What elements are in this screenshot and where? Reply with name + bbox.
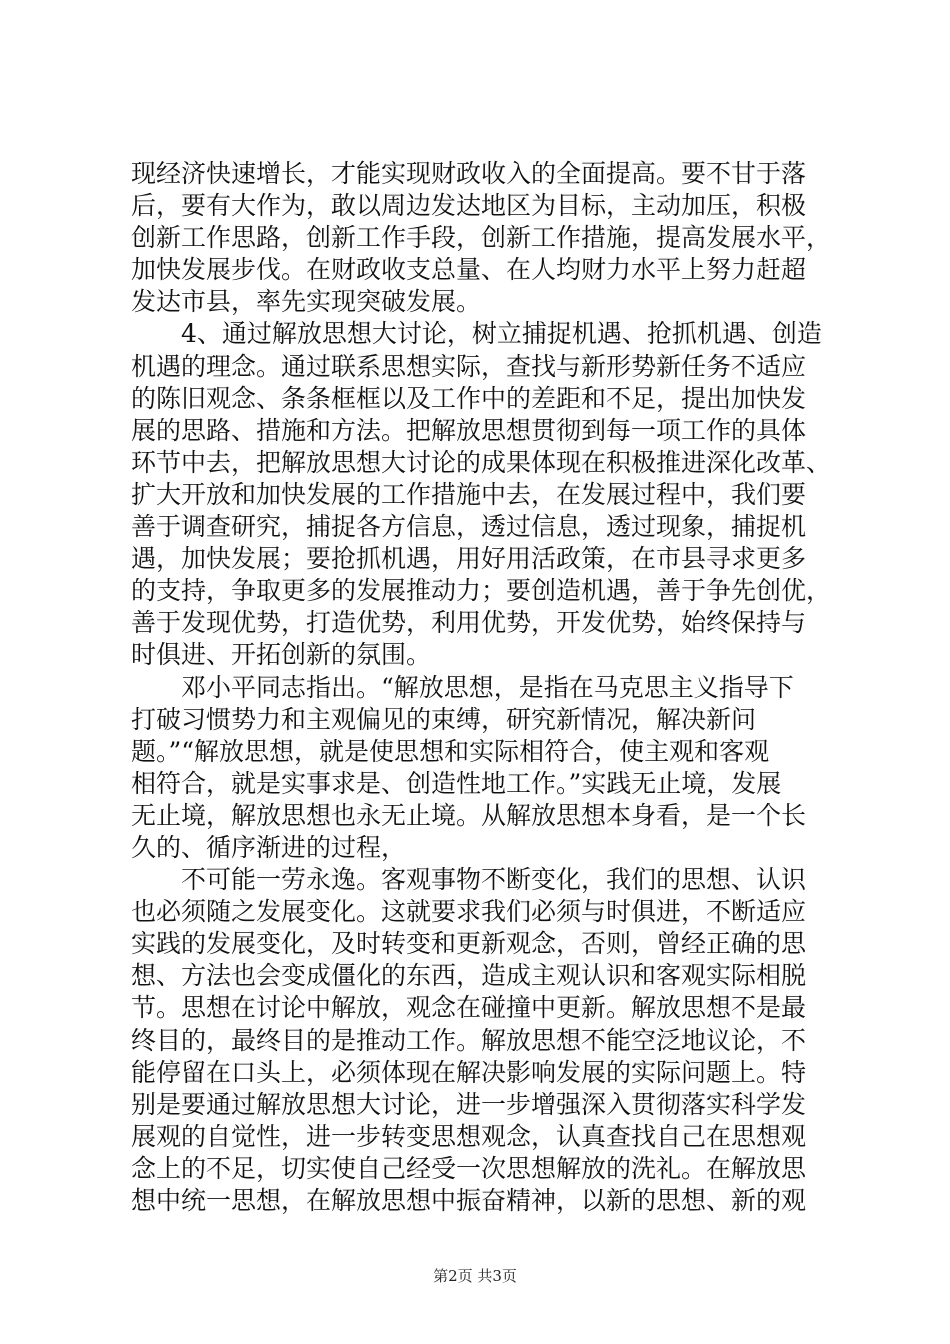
text-line: 扩大开放和加快发展的工作措施中去，在发展过程中，我们要 [131, 479, 807, 509]
page-number: 第2页 共3页 [433, 1267, 517, 1285]
text-line: 遇，加快发展；要抢抓机遇，用好用活政策，在市县寻求更多 [131, 544, 807, 574]
text-line: 加快发展步伐。在财政收支总量、在人均财力水平上努力赶超 [131, 255, 807, 285]
text-line: 环节中去，把解放思想大讨论的成果体现在积极推进深化改革、 [131, 447, 831, 477]
text-line: 邓小平同志指出。“解放思想，是指在马克思主义指导下 [131, 672, 794, 702]
text-line: 实践的发展变化，及时转变和更新观念，否则，曾经正确的思 [131, 929, 807, 959]
text-line: 相符合，就是实事求是、创造性地工作。”实践无止境，发展 [131, 768, 782, 798]
text-line: 展的思路、措施和方法。把解放思想贯彻到每一项工作的具体 [131, 415, 807, 445]
text-line: 能停留在口头上，必须体现在解决影响发展的实际问题上。特 [131, 1057, 807, 1087]
text-line: 念上的不足，切实使自己经受一次思想解放的洗礼。在解放思 [131, 1153, 807, 1183]
text-line: 题。”“解放思想，就是使思想和实际相符合，使主观和客观 [131, 736, 770, 766]
page-footer [0, 1266, 950, 1286]
text-line: 善于发现优势，打造优势，利用优势，开发优势，始终保持与 [131, 608, 807, 638]
text-line: 不可能一劳永逸。客观事物不断变化，我们的思想、认识 [131, 865, 807, 895]
text-line: 善于调查研究，捕捉各方信息，透过信息，透过现象，捕捉机 [131, 512, 807, 542]
text-line: 发达市县，率先实现突破发展。 [131, 287, 482, 317]
text-line: 现经济快速增长，才能实现财政收入的全面提高。要不甘于落 [131, 159, 807, 188]
text-line: 的陈旧观念、条条框框以及工作中的差距和不足，提出加快发 [131, 383, 807, 413]
text-line: 打破习惯势力和主观偏见的束缚，研究新情况，解决新问 [131, 704, 757, 734]
text-line: 别是要通过解放思想大讨论，进一步增强深入贯彻落实科学发 [131, 1089, 807, 1119]
text-line: 想、方法也会变成僵化的东西，造成主观认识和客观实际相脱 [131, 961, 807, 991]
text-line: 想中统一思想，在解放思想中振奋精神，以新的思想、新的观 [131, 1186, 807, 1215]
text-line: 的支持，争取更多的发展推动力；要创造机遇，善于争先创优， [131, 576, 831, 606]
text-line: 节。思想在讨论中解放，观念在碰撞中更新。解放思想不是最 [131, 993, 807, 1023]
text-line: 后，要有大作为，敢以周边发达地区为目标，主动加压，积极 [131, 191, 807, 221]
text-line: 无止境，解放思想也永无止境。从解放思想本身看，是一个长 [131, 800, 807, 830]
text-line: 也必须随之发展变化。这就要求我们必须与时俱进，不断适应 [131, 897, 807, 927]
text-line: 时俱进、开拓创新的氛围。 [131, 640, 432, 670]
text-line: 展观的自觉性，进一步转变思想观念，认真查找自己在思想观 [131, 1121, 807, 1151]
text-line: 4、通过解放思想大讨论，树立捕捉机遇、抢抓机遇、创造 [131, 319, 822, 349]
text-line: 终目的，最终目的是推动工作。解放思想不能空泛地议论，不 [131, 1025, 807, 1055]
document-body [131, 158, 831, 1217]
text-line: 机遇的理念。通过联系思想实际，查找与新形势新任务不适应 [131, 351, 807, 381]
text-line: 创新工作思路，创新工作手段，创新工作措施，提高发展水平， [131, 223, 831, 253]
text-line: 久的、循序渐进的过程， [131, 832, 407, 862]
